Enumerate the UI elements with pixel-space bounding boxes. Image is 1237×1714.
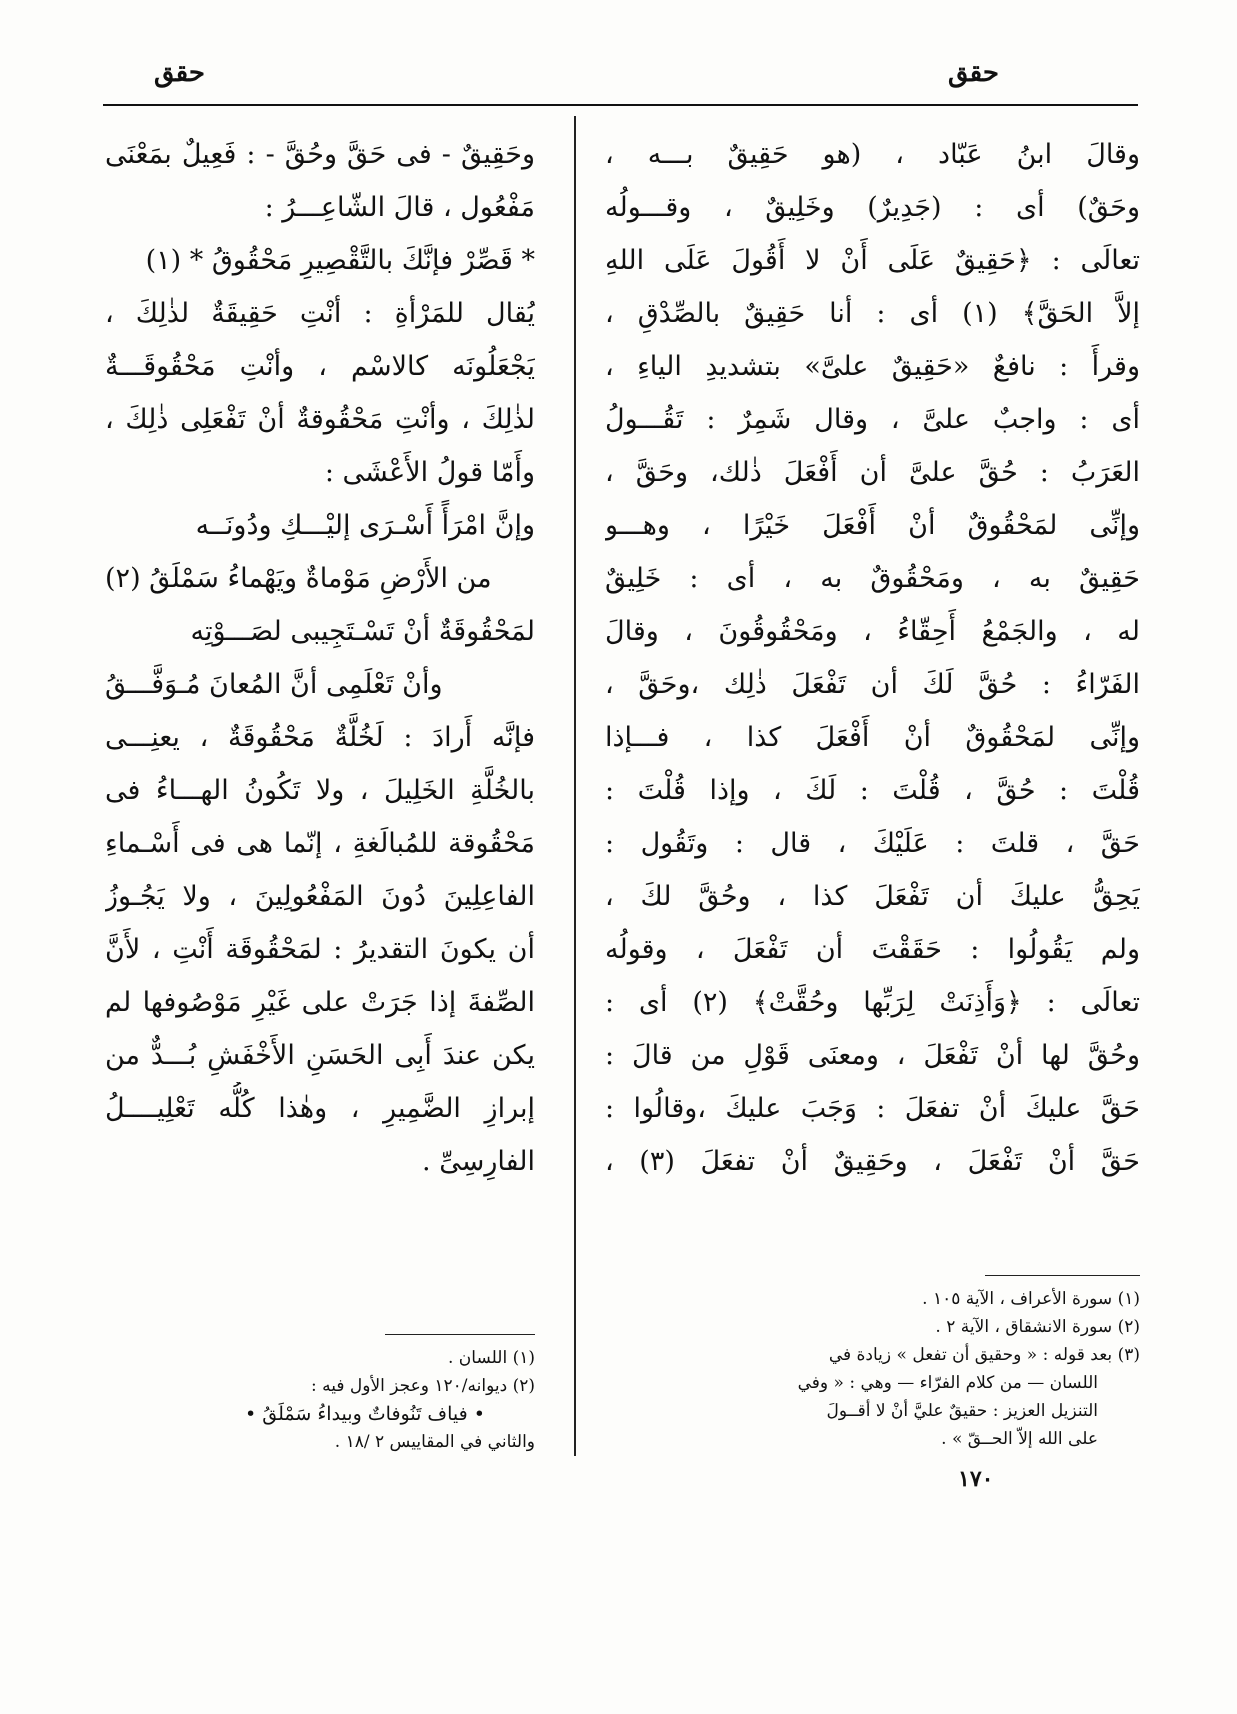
text-line: وحَقٌ) أى : (جَدِيرٌ) وخَلِيقٌ ، وقـــولُه [605,192,1140,223]
verse-line: * قَصِّرْ فإنَّكَ بالتَّقْصِيرِ مَحْقُوقُ * (١) [145,245,535,276]
footnote-rule-right [985,1275,1140,1276]
footnote: (٣) بعد قوله : « وحقيق أن تفعل » زيادة في [828,1345,1140,1365]
text-line: لذٰلِكَ ، وأنْتِ مَحْقُوقةٌ أنْ تَفْعَلِى ذٰلِكَ ، [105,404,535,435]
text-line: العَرَبُ : حُقَّ علىَّ أن أَفْعَلَ ذٰلك، وحَقَّ ، [605,457,1140,488]
verse-line: وإنَّ امْرَأً أَسْـرَى إليْـــكِ ودُونَــه [195,510,535,541]
text-line: إلاَّ الحَقَّ﴾ (١) أى : أنا حَقِيقٌ بالصِّدْقِ ، [605,298,1140,329]
column-divider [574,116,576,1456]
text-line: مَفْعُول ، قالَ الشّاعِـــرُ : [264,192,535,223]
text-line: أى : واجبٌ علىَّ ، وقال شَمِرٌ : تَقُـــولُ [605,404,1140,435]
verse-line: من الأَرْضِ مَوْماةٌ ويَهْماءُ سَمْلَقُ (٢) [105,563,492,594]
text-line: يَجْعَلُونَه كالاسْم ، وأنْتِ مَحْقُوقَـــةٌ [105,351,535,382]
header-rule [103,104,1138,106]
text-line: وأَمّا قولُ الأَعْشَى : [324,457,535,488]
text-line: يَحِقُّ عليكَ أن تَفْعَلَ كذا ، وحُقَّ لكَ ، [605,881,1140,912]
text-line: يُقال للمَرْأةِ : أنْتِ حَقِيقَةٌ لذٰلِكَ ، [105,298,535,329]
running-header-right: حقق [948,58,999,88]
footnotes-right [605,1285,1140,1453]
text-line: وإنِّى لمَحْقُوقٌ أنْ أَفْعَلَ خَيْرًا ، وهـــو [605,510,1140,541]
text-line: قُلْتَ : حُقَّ ، قُلْتَ : لَكَ ، وإذا قُلْتَ : [605,775,1140,806]
text-line: حَقِيقٌ به ، ومَحْقُوقٌ به ، أى : خَلِيقٌ [605,563,1140,594]
text-line: تعالَى : ﴿حَقِيقٌ عَلَى أَنْ لا أَقُولَ عَلَى اللهِ [605,245,1140,276]
text-line: ولم يَقُولُوا : حَقَقْتَ أن تَفْعَلَ ، وقولُه [605,934,1140,965]
running-header-left: حقق [154,58,205,88]
text-line: مَحْقُوقة للمُبالَغةِ ، إنّما هى فى أَسْـماءِ [105,828,535,859]
page-number: ١٧٠ [958,1466,994,1492]
text-line: وحُقَّ لها أنْ تَفْعَلَ ، ومعنَى قَوْلِ من قالَ : [605,1040,1140,1071]
text-line: حَقَّ أنْ تَفْعَلَ ، وحَقِيقٌ أنْ تفعَلَ (٣) ، [605,1146,1140,1177]
text-line: وقالَ ابنُ عَبّاد ، (هو حَقِيقٌ بـــه ، [605,139,1140,170]
text-line: الفَرّاءُ : حُقَّ لَكَ أن تَفْعَلَ ذٰلِك ،وحَقَّ ، [605,669,1140,700]
footnote: (١) سورة الأعراف ، الآية ١٠٥ . [922,1289,1140,1309]
footnote-continuation: والثاني في المقاييس ٢ /١٨ . [334,1432,535,1452]
footnote-continuation: التنزيل العزيز : حقيقٌ عليَّ أنْ لا أقــولَ [826,1401,1098,1421]
text-line: الصِّفةَ إذا جَرَتْ على غَيْرِ مَوْصُوفها لم [105,987,535,1018]
text-line: تعالَى : ﴿وَأَذِنَتْ لِرَبِّها وحُقَّتْ﴾ (٢) أى : [605,987,1140,1018]
text-line: فإنَّه أَرادَ : لَخُلَّةٌ مَحْقُوقَةٌ ، يعنِـــى [105,722,535,753]
left-column [105,128,535,1188]
verse-line: لمَحْقُوقَةٌ أنْ تَسْـتَجِيبى لصَـــوْتِه [190,616,535,647]
text-line: أن يكونَ التقديرُ : لمَحْقُوقَة أَنْتِ ، لأَنَّ [105,934,535,965]
footnote-continuation: اللسان — من كلام الفرّاء — وهي : « وفي [797,1373,1098,1393]
text-line: له ، والجَمْعُ أَحِقّاءُ ، ومَحْقُوقُونَ ، وقالَ [605,616,1140,647]
footnote: (١) اللسان . [448,1348,535,1368]
text-line: إبرازِ الضَّمِيرِ ، وهٰذا كُلُّه تَعْلِيــــلُ [105,1093,535,1124]
footnote-continuation: على الله إلاّ الحــقّ » . [941,1429,1098,1449]
text-line: وإنِّى لمَحْقُوقٌ أنْ أَفْعَلَ كذا ، فـــإذا [605,722,1140,753]
text-line: يكن عندَ أَبِى الحَسَنِ الأَخْفَشِ بُـــدٌّ من [105,1040,535,1071]
text-line: الفارِسِىِّ . [422,1146,535,1177]
text-line: حَقَّ عليكَ أنْ تفعَلَ : وَجَبَ عليكَ ،وقالُوا : [605,1093,1140,1124]
footnote: (٢) ديوانه/١٢٠ وعجز الأول فيه : [310,1376,535,1396]
text-line: وقرأَ : نافعٌ «حَقِيقٌ علىَّ» بتشديدِ الياءِ ، [605,351,1140,382]
footnote-rule-left [385,1334,535,1335]
footnote: (٢) سورة الانشقاق ، الآية ٢ . [935,1317,1140,1337]
text-line: الفاعِلِينَ دُونَ المَفْعُولِينَ ، ولا يَجُـوزُ [105,881,535,912]
text-line: حَقَّ ، قلتَ : عَلَيْكَ ، قال : وتَقُول : [605,828,1140,859]
footnote-verse: • فياف تَنُوفاتٌ وبيداءُ سَمْلَقُ • [245,1403,485,1425]
right-column [605,128,1140,1188]
text-line: وحَقِيقٌ - فى حَقَّ وحُقَّ - : فَعِيلٌ بمَعْنَى [105,139,535,170]
verse-line: وأنْ تَعْلَمِى أنَّ المُعانَ مُـوَفَّـــقُ [105,669,443,700]
footnotes-left [195,1344,535,1456]
text-line: بالخُلَّةِ الخَلِيلَ ، ولا تَكُونُ الهـــاءُ فى [105,775,535,806]
